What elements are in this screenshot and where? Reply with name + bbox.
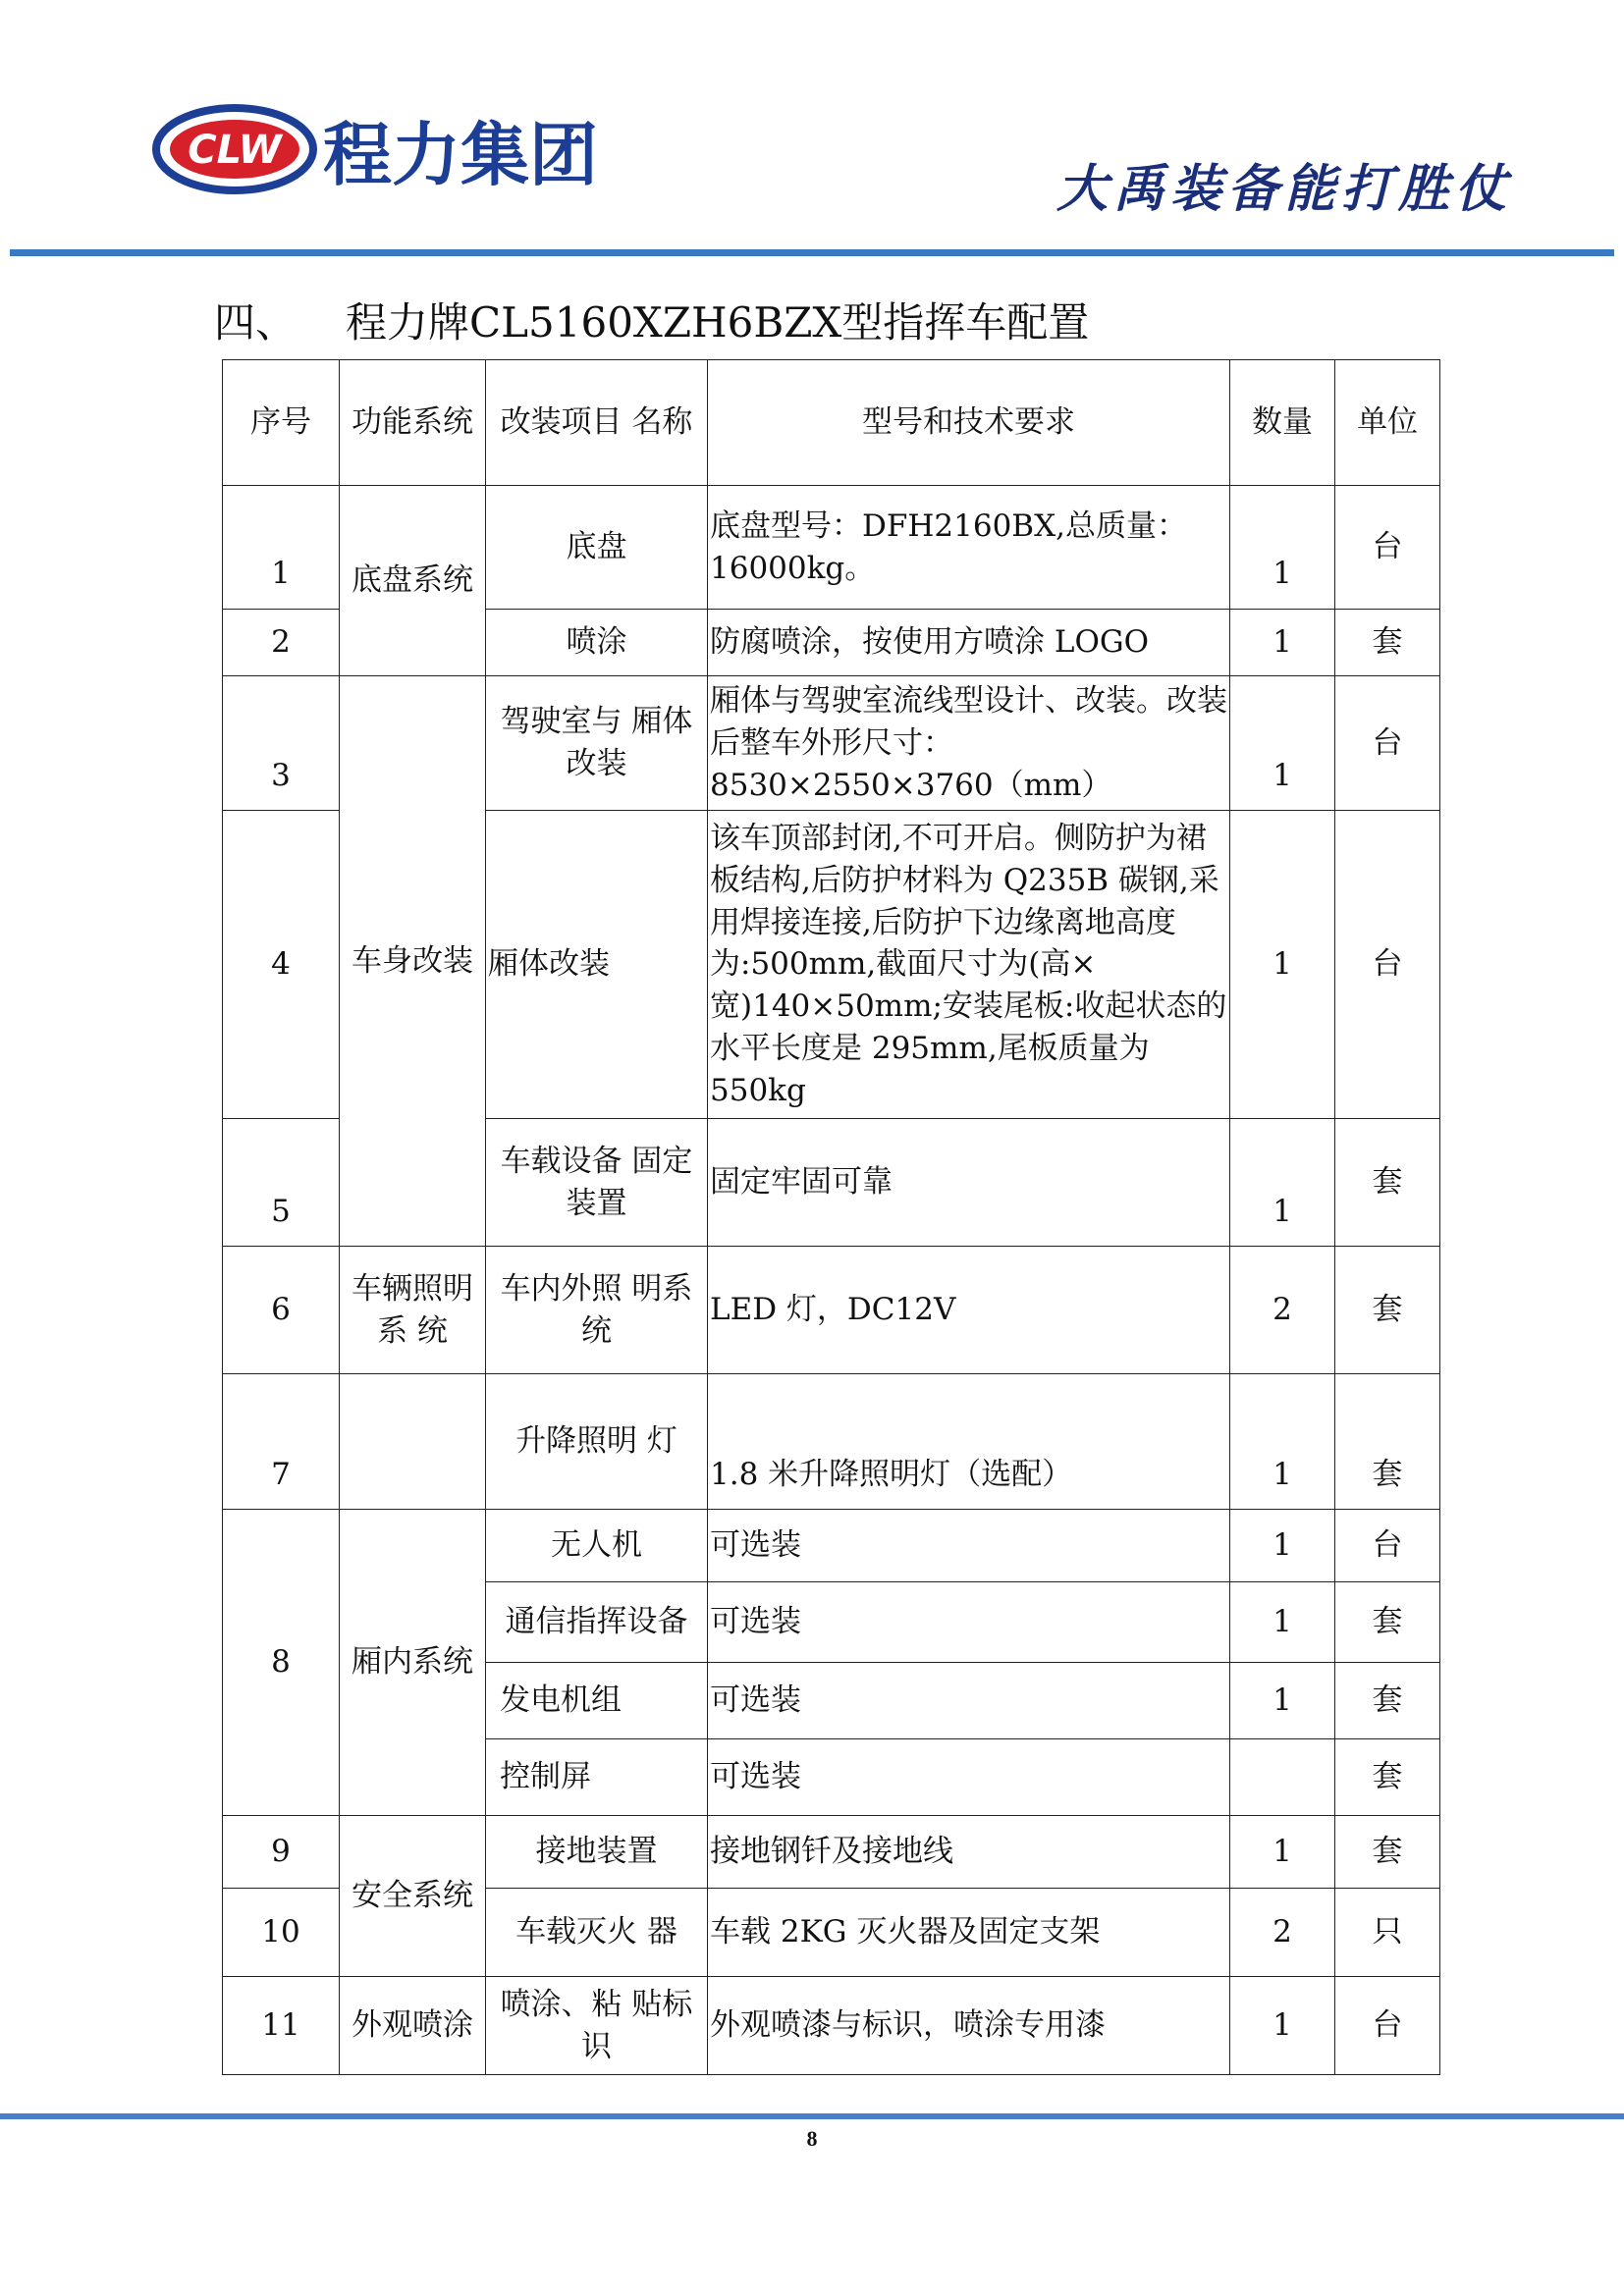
item-cell: 发电机组 [486, 1663, 708, 1739]
row-number: 11 [223, 1977, 340, 2075]
unit-cell: 台 [1335, 1977, 1440, 2075]
qty-cell: 1 [1230, 486, 1335, 610]
row-number: 5 [223, 1119, 340, 1247]
header-cell: 数量 [1230, 360, 1335, 486]
header-cell: 序号 [223, 360, 340, 486]
config-table [222, 359, 1440, 2075]
row-number: 6 [223, 1247, 340, 1374]
unit-cell: 套 [1335, 1374, 1440, 1510]
header-cell: 改装项目 名称 [486, 360, 708, 486]
system-cell [340, 1374, 486, 1510]
footer-rule [0, 2113, 1624, 2119]
header-rule [10, 249, 1614, 256]
item-cell: 通信指挥设备 [486, 1582, 708, 1663]
spec-cell: 底盘型号：DFH2160BX,总质量：16000kg。 [708, 486, 1230, 610]
system-cell: 车辆照明系 统 [340, 1247, 486, 1374]
item-cell: 喷涂、粘 贴标识 [486, 1977, 708, 2075]
unit-cell: 台 [1335, 486, 1440, 610]
unit-cell: 套 [1335, 610, 1440, 676]
item-cell: 控制屏 [486, 1739, 708, 1816]
item-cell: 车内外照 明系统 [486, 1247, 708, 1374]
row-number: 10 [223, 1889, 340, 1977]
system-cell: 底盘系统 [340, 486, 486, 676]
qty-cell: 1 [1230, 1663, 1335, 1739]
item-cell: 驾驶室与 厢体改装 [486, 676, 708, 811]
system-cell: 厢内系统 [340, 1510, 486, 1816]
item-cell: 接地装置 [486, 1816, 708, 1889]
table-row [223, 676, 1440, 811]
row-number: 3 [223, 676, 340, 811]
spec-cell: 接地钢钎及接地线 [708, 1816, 1230, 1889]
qty-cell [1230, 1739, 1335, 1816]
system-cell: 安全系统 [340, 1816, 486, 1977]
item-cell: 喷涂 [486, 610, 708, 676]
unit-cell: 套 [1335, 1739, 1440, 1816]
unit-cell: 只 [1335, 1889, 1440, 1977]
header-cell: 单位 [1335, 360, 1440, 486]
item-cell: 底盘 [486, 486, 708, 610]
spec-cell: 可选装 [708, 1739, 1230, 1816]
spec-cell: 可选装 [708, 1510, 1230, 1582]
system-cell: 车身改装 [340, 676, 486, 1247]
spec-cell: 可选装 [708, 1663, 1230, 1739]
system-cell: 外观喷涂 [340, 1977, 486, 2075]
section-title [214, 291, 1089, 349]
table-row [223, 1510, 1440, 1582]
item-cell: 升降照明 灯 [486, 1374, 708, 1510]
table-row [223, 1977, 1440, 2075]
unit-cell: 套 [1335, 1663, 1440, 1739]
qty-cell: 1 [1230, 1977, 1335, 2075]
qty-cell: 1 [1230, 676, 1335, 811]
qty-cell: 1 [1230, 1119, 1335, 1247]
spec-cell: 1.8 米升降照明灯（选配） [708, 1374, 1230, 1510]
table-row [223, 1374, 1440, 1510]
table-header-row [223, 360, 1440, 486]
qty-cell: 1 [1230, 610, 1335, 676]
slogan: 大禹装备能打胜仗 [1056, 160, 1512, 219]
section-title-text: 程力牌CL5160XZH6BZX型指挥车配置 [346, 298, 1090, 347]
row-number: 4 [223, 811, 340, 1119]
unit-cell: 台 [1335, 811, 1440, 1119]
spec-cell: 防腐喷涂，按使用方喷涂 LOGO [708, 610, 1230, 676]
qty-cell: 1 [1230, 1510, 1335, 1582]
unit-cell: 套 [1335, 1119, 1440, 1247]
logo-mark-text: CLW [188, 128, 282, 173]
table-row [223, 1247, 1440, 1374]
item-cell: 厢体改装 [486, 811, 708, 1119]
row-number: 8 [223, 1510, 340, 1816]
qty-cell: 1 [1230, 1374, 1335, 1510]
spec-cell: 厢体与驾驶室流线型设计、改装。改装后整车外形尺寸：8530×2550×3760（mm） [708, 676, 1230, 811]
row-number: 7 [223, 1374, 340, 1510]
qty-cell: 1 [1230, 1816, 1335, 1889]
row-number: 2 [223, 610, 340, 676]
spec-cell: 外观喷漆与标识，喷涂专用漆 [708, 1977, 1230, 2075]
company-name: 程力集团 [323, 115, 598, 195]
unit-cell: 台 [1335, 676, 1440, 811]
row-number: 1 [223, 486, 340, 610]
header-cell: 型号和技术要求 [708, 360, 1230, 486]
item-cell: 车载设备 固定装置 [486, 1119, 708, 1247]
spec-cell: 可选装 [708, 1582, 1230, 1663]
company-logo [152, 102, 623, 196]
page-number: 8 [806, 2126, 818, 2151]
item-cell: 无人机 [486, 1510, 708, 1582]
unit-cell: 套 [1335, 1816, 1440, 1889]
table-row [223, 1816, 1440, 1889]
item-cell: 车载灭火 器 [486, 1889, 708, 1977]
qty-cell: 1 [1230, 811, 1335, 1119]
spec-cell: 车载 2KG 灭火器及固定支架 [708, 1889, 1230, 1977]
unit-cell: 套 [1335, 1247, 1440, 1374]
qty-cell: 2 [1230, 1247, 1335, 1374]
header-cell: 功能系统 [340, 360, 486, 486]
spec-cell: 该车顶部封闭,不可开启。侧防护为裙板结构,后防护材料为 Q235B 碳钢,采用焊接连接,后防护下边缘离地高度为:500mm,截面尺寸为(高×宽)140×50mm;安装尾板:收起状态的水平长度是 295mm,尾板质量为 550kg [708, 811, 1230, 1119]
page-header [0, 0, 1624, 265]
unit-cell: 台 [1335, 1510, 1440, 1582]
spec-cell: LED 灯，DC12V [708, 1247, 1230, 1374]
qty-cell: 1 [1230, 1582, 1335, 1663]
section-number: 四、 [214, 298, 298, 347]
row-number: 9 [223, 1816, 340, 1889]
spec-cell: 固定牢固可靠 [708, 1119, 1230, 1247]
qty-cell: 2 [1230, 1889, 1335, 1977]
table-row [223, 486, 1440, 610]
unit-cell: 套 [1335, 1582, 1440, 1663]
